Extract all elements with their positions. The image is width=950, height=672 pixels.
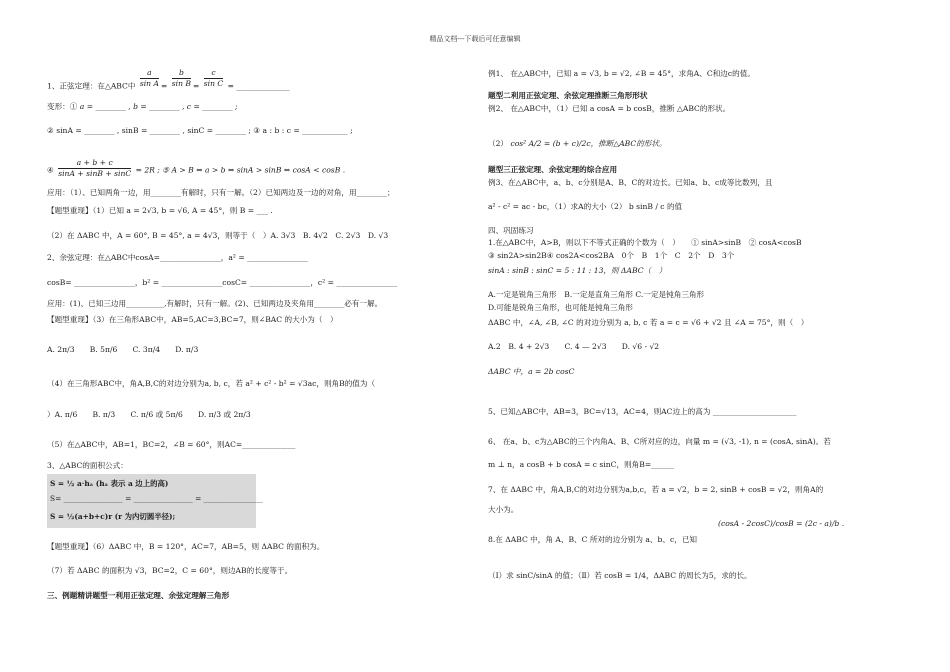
exercise-4: ΔABC 中，a = 2b cosC <box>488 367 575 376</box>
sine-law-fraction: $\frac{a}{\text{sin A}}$ <box>139 68 159 88</box>
sine-law-2r: = ______________ <box>227 81 290 91</box>
exercise-3-options: A.2 B. 4 + 2√3 C. 4 — 2√3 D. √6 - √2 <box>488 342 660 351</box>
exercise-2-options-d: D.可能是锐角三角形，也可能是钝角三角形 <box>488 303 633 312</box>
exercise-6: 6、 在a、b、c为△ABC的三个内角A、B、C所对应的边，向量 m = (√3, -1), n = (cosA, sinA)。若 <box>488 437 831 446</box>
angle-side-relation: = 2R ; ⑤ A > B ⇔ a > b ⇔ sinA > sinB ⇔ cosA < cosB . <box>135 165 346 175</box>
exercise-7-cont: 大小为。 <box>488 505 519 514</box>
page-header: 精品文档---下载后可任意编辑 <box>429 35 521 43</box>
sum-numerator: a + b + c <box>58 158 131 169</box>
type-2-title: 题型二利用正弦定理、余弦定理推断三角形形状 <box>488 91 648 100</box>
example-3-options: A. 2π/3 B. 5π/6 C. 3π/4 D. π/3 <box>47 345 199 354</box>
part-2-label: （2） <box>488 139 509 148</box>
section-4-title: 四、巩固练习 <box>488 226 534 235</box>
cosine-law-title: 2、余弦定理：在△ABC中cosA=________________，a² = ________________ <box>47 253 308 262</box>
exercise-2-options-a: A.一定是锐角三角形 B.一定是直角三角形 C.一定是钝角三角形 <box>488 290 705 299</box>
exercise-3: ΔABC 中，∠A, ∠B, ∠C 的对边分别为 a, b, c 若 a = c = √6 + √2 且 ∠A = 75°，则（ ） <box>488 318 809 327</box>
application-line-2: 应用：(1)、已知三边用__________,有解时，只有一解。(2)、已知两边及夹角用________必有一解。 <box>47 299 383 308</box>
example-r2-part2 <box>488 139 667 149</box>
area-formula-3: S = ½(a+b+c)r (r 为内切圆半径); <box>50 512 176 521</box>
exercise-8-questions: （Ⅰ）求 sinC/sinA 的值；（Ⅱ）若 cosB = 1/4，ΔABC 的周长为5，求的长。 <box>488 571 752 580</box>
exercise-8: 8.在 ΔABC 中，角 A、B、C 所对的边分别为 a、b、c，已知 <box>488 535 698 544</box>
application-line-1: 应用：（1）、已知两角一边，用________有解时，只有一解。（2）已知两边及一边的对角，用________； <box>47 188 395 197</box>
area-formula-title: 3、△ABC的面积公式： <box>47 461 128 470</box>
exercise-1: 1.在△ABC中，A>B，则以下不等式正确的个数为（ ） ① sinA>sinB ② cosA<cosB <box>488 238 802 247</box>
example-7: （7）若 ΔABC 的面积为 √3，BC=2，C = 60°，则边AB的长度等于。 <box>47 566 293 575</box>
area-formula-2: S= ________________ = ________________ = ________________ <box>50 494 263 503</box>
sine-law-fraction-c: $\frac{c}{\text{sin C}}$ <box>203 68 224 88</box>
exercise-2: sinA : sinB : sinC = 5 : 11 : 13，则 ΔABC（ ） <box>488 266 667 275</box>
example-r1: 例1、 在△ABC中，已知 a = √3, b = √2, ∠B = 45°，求角A、C和边c的值。 <box>488 69 755 78</box>
area-formula-1: S = ½ a·hₐ (hₐ 表示 a 边上的高) <box>50 479 169 488</box>
type-3-title: 题型三正弦定理、余弦定理的综合应用 <box>488 165 618 174</box>
transform-label: 变形：① <box>47 102 78 111</box>
example-5: （5）在△ABC中，AB=1，BC=2，∠B = 60°，则AC=______________ <box>47 440 296 449</box>
example-4-options: ）A. π/6 B. π/3 C. π/6 或 5π/6 D. π/3 或 2π/3 <box>47 410 251 419</box>
exercise-6-cont: m ⊥ n，a cosB + b cosA = c sinC，则角B=______ <box>488 460 674 469</box>
example-6: 【题型重现】（6）ΔABC 中，B = 120°，AC=7，AB=5，则 ΔABC 的面积为。 <box>47 542 325 551</box>
transform-line <box>47 102 238 112</box>
example-r3: 例3、在△ABC中，a、b、c分别是A、B、C的对边长。已知a、b、c成等比数列，且 <box>488 178 773 187</box>
example-r2: 例2、 在△ABC中，（1）已知 a cosA = b cosB，推断 △ABC的形状。 <box>488 104 731 113</box>
exercise-5: 5、已知△ABC中，AB=3，BC=√13，AC=4，则AC边上的高为 ______________________ <box>488 407 797 416</box>
cos-half-angle-equation: cos² A/2 = (b + c)/2c，推断△ABC的形状。 <box>510 139 667 148</box>
cosine-law-line-2: cosB= ________________，b² = ________________cosC= ________________，c² = ________________ <box>47 278 398 287</box>
transform-formulas: a = ________ , b = ________ , c = ________ ; <box>79 102 238 111</box>
sum-ratio-line <box>47 160 345 181</box>
exercise-7: 7、在 ΔABC 中，角A,B,C的对边分别为a,b,c，若 a = √2，b = 2, sinB + cosB = √2，则角A的 <box>488 485 824 494</box>
sine-law-label: 1、正弦定理：在△ABC中 <box>47 81 136 91</box>
example-2: （2）在 ΔABC 中，A = 60°, B = 45°, a = 4√3，则等于（ ）A. 3√3 B. 4√2 C. 2√3 D. √3 <box>47 231 389 240</box>
sine-law-fraction-b: $\frac{b}{\text{sin B}}$ <box>171 68 191 88</box>
example-4: （4）在三角形ABC中，角A,B,C的对边分别为a, b, c，若 a² + c² - b² = √3ac，则角B的值为（ <box>47 379 376 388</box>
sum-denominator: sinA + sinB + sinC <box>58 169 132 178</box>
example-1: 【题型重现】（1）已知 a = 2√3, b = √6, A = 45°，则 B = ___ . <box>47 206 273 215</box>
exercise-1-options: ③ sin2A>sin2B④ cos2A<cos2BA 0个 B 1个 C 2个 D 3个 <box>488 251 735 260</box>
item-4-label: ④ <box>47 165 54 175</box>
section-3-title: 三、例题精讲题型一利用正弦定理、余弦定理解三角形 <box>47 591 230 600</box>
sine-ratio-line: ② sinA = ________ , sinB = ________ , sinC = ________ ; ③ a : b : c = ____________ ; <box>47 126 353 135</box>
exercise-8-equation: (cosA - 2cosC)/cosB = (2c - a)/b . <box>718 519 845 528</box>
area-formula-box <box>47 474 263 528</box>
sine-law-title: 1、正弦定理：在△ABC中 $\frac{a}{\text{sin A}}$ = $\frac{b}{\text{sin B}}$ = $\frac{c}{\text{sin C}}$ = ______________ <box>47 68 290 91</box>
example-3: 【题型重现】（3）在三角形ABC中，AB=5,AC=3,BC=7，则∠BAC 的大小为（ ） <box>47 315 338 324</box>
sum-ratio-fraction <box>58 158 131 179</box>
example-r3-cont: a² - c² = ac - bc，（1）求A的大小（2） b sinB / c 的值 <box>488 202 683 211</box>
